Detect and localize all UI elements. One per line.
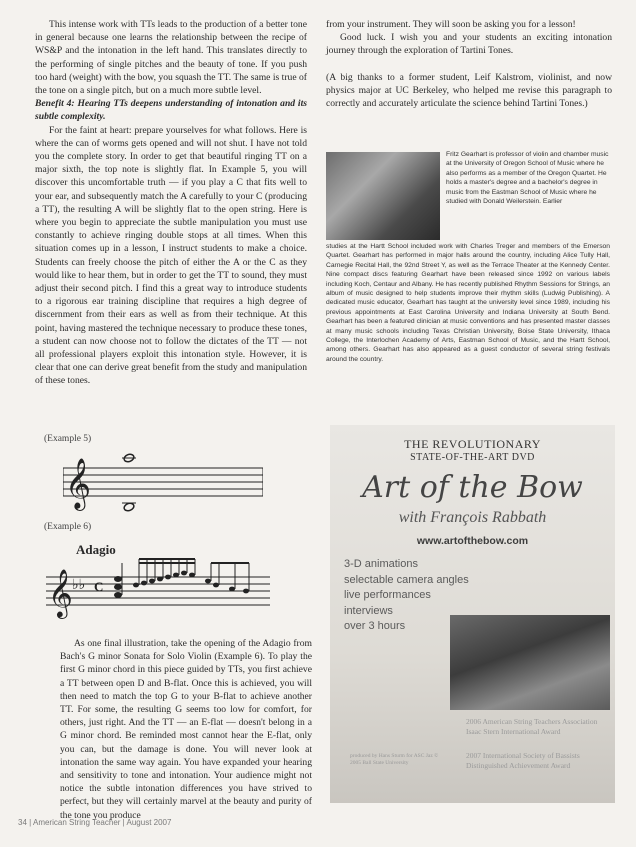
svg-text:𝄞: 𝄞	[48, 568, 73, 617]
right-column	[326, 18, 612, 110]
adagio-marking: Adagio	[76, 542, 116, 557]
ad-feature: live performances	[344, 589, 431, 601]
ad-feature: interviews	[344, 604, 393, 617]
paragraph: from your instrument. They will soon be asking you for a lesson!	[326, 19, 576, 30]
bottom-column	[60, 637, 312, 822]
thanks-paragraph: (A big thanks to a former student, Leif Kalstrom, violinist, and now physics major at UC Berkeley, who helped me revise this paragraph to correctly and accurately articulate the science behind Tartini Tones.)	[326, 71, 612, 110]
ad-credit: produced by Hans Sturm for ASC Jaz © 2005 Ball State University	[350, 753, 439, 766]
svg-text:𝄞: 𝄞	[65, 458, 92, 509]
ad-subtitle: STATE-OF-THE-ART DVD	[410, 452, 535, 463]
ad-award-2: 2007 International Society of Bassists Distinguished Achievement Award	[466, 751, 580, 770]
example-5-label: (Example 5)	[44, 434, 92, 444]
example-6-label: (Example 6)	[44, 522, 92, 532]
bass-player-photo	[450, 615, 610, 710]
ad-feature: selectable camera angles	[344, 573, 469, 586]
svg-text:C: C	[94, 579, 104, 594]
ad-byline: with François Rabbath	[398, 509, 547, 526]
ad-headline: Art of the Bow	[362, 470, 583, 505]
bio-text-top: Fritz Gearhart is professor of violin and chamber music at the University of Oregon School of Music where he also performs as a member of the Oregon Quartet. He holds a master's degree and a bachelor's degree in music from the Eastman School of Music where he studied with Donald Weilerstein. Earlier	[446, 151, 609, 206]
page-footer: 34 | American String Teacher | August 2007	[18, 818, 172, 827]
svg-text:♭♭: ♭♭	[72, 578, 86, 593]
dvd-advertisement	[330, 425, 615, 803]
bio-text: studies at the Hartt School included work with Charles Treger and members of the Emerson Quartet. Gearhart has performed in major halls around the country, including Alice Tully Hall, Carnegie Recital Hall, the 92nd Street Y, as well as the Terrace Theater at the Kennedy Center. Nine compact discs featuring Gearhart have been released since 1992 on various labels including Koch, Centaur and Albany. He has recently published Rhythm Sessions for Strings, an album of music designed to help students improve their rhythm skills (Ludwig Publishing). A dedicated music educator, Gearhart has taught at the university level since 1989, including his previous appointments at East Carolina University and Indiana University at South Bend. Gearhart has been a featured clinician at music conventions and has presented master classes at many music schools including Texas Christian University, Boise State University, Ithaca College, the Interlochen Academy of Arts, Eastman School of Music, and the Hartt School, among others. Gearhart has also appeared as a guest conductor of several string festivals around the country.	[326, 243, 610, 363]
left-column	[35, 18, 307, 388]
author-photo	[326, 152, 440, 240]
ad-title: THE REVOLUTIONARY	[404, 437, 541, 451]
ad-feature: over 3 hours	[344, 620, 406, 632]
benefit-heading: Benefit 4: Hearing TTs deepens understanding of intonation and its subtle complexity.	[35, 98, 307, 123]
ad-award-1: 2006 American String Teachers Association Isaac Stern International Award	[466, 717, 598, 736]
ad-feature: 3-D animations	[344, 558, 418, 570]
paragraph: This intense work with TTs leads to the production of a better tone in general because one learns the relationship between the recipe of WS&P and the intonation in the left hand. This translates directly to the performing of single pitches and the beauty of tone. If you push too hard (weight) with the bow, you squash the TT. The same is true of the tone on a single pitch, but on a much more subtle level.	[35, 19, 307, 97]
paragraph: Good luck. I wish you and your students an exciting intonation journey through the exploration of Tartini Tones.	[326, 32, 612, 57]
paragraph: For the faint at heart: prepare yourselves for what follows. Here is where the can of worms gets opened and will not shut. I have not told you the complete story. In order to get that beautiful ringing TT on a major sixth, the top note is slightly flat. In Example 5, you will discover this uncomfortable truth — if you play a C that fits well to your ear, and subsequently match the A carefully to your C (producing a TT), the resulting A will be slightly flat to the open string. Here is where you begin to appreciate the subtle manipulation you must use constantly to achieve ringing double stops at all times. When this situation comes up in a lesson, I instruct students to make a choice. Students can freely choose the pitch of either the A or the C as they would like to hear them, but in order to get the TT to sound, they must adjust their second pitch. I find this a great way to introduce students to a rigorous ear training discipline that requires a high degree of discernment from their ears as well as from their technique. At this point, having mastered the technique necessary to produce these tones, a student can now choose not to follow the dictates of the TT — not all professional players exploit this intonation style. However, it is clear that one can derive great benefit from the study and manipulation of these tones.	[35, 124, 307, 387]
paragraph: As one final illustration, take the opening of the Adagio from Bach's G minor Sonata for Solo Violin (Example 6). To play the first G minor chord in this piece guided by TTs, you first achieve a TT between open D and B-flat. Once this is achieved, you will then need to match the top G to your B-flat to achieve another TT. For some, the resulting G seems too low for comfort, for others, just right. And the TT — an E-flat — doesn't belong in a G minor chord. Be reminded most cannot hear the E-flat, only you can, but the damage is done. You will never look at intonation the same way again. You have expanded your hearing and sensitivity to tone and intonation. Your audience might not notice the subtle intonation differences you have strived to perfect, but they will certainly marvel at the beauty and purity of the tone you produce	[60, 638, 312, 821]
example-6-staff	[46, 555, 270, 625]
example-5-staff	[63, 448, 263, 518]
ad-url-link[interactable]: www.artofthebow.com	[416, 535, 529, 547]
